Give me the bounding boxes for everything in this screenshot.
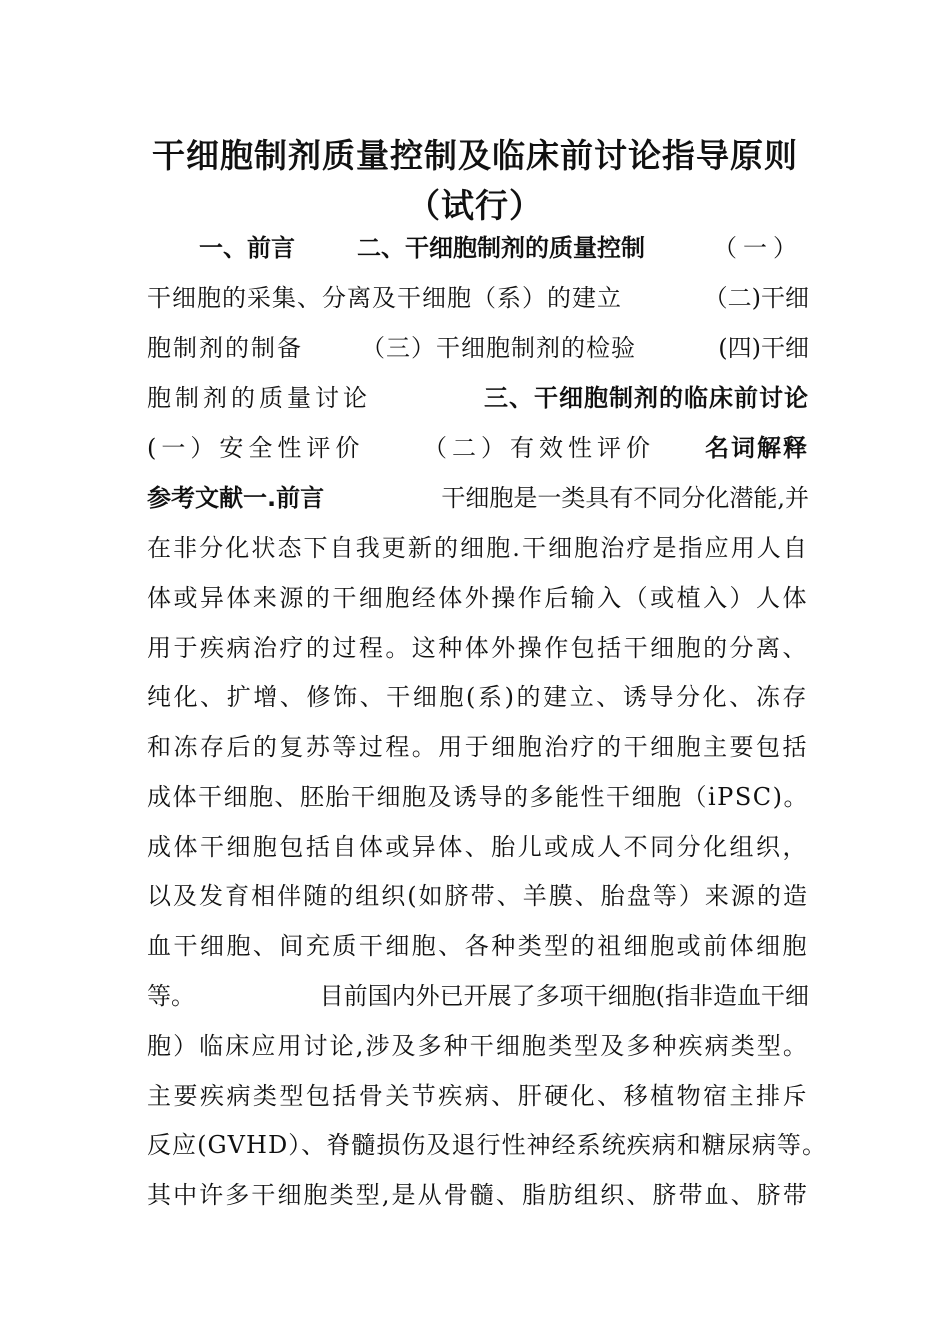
- body-line: 和冻存后的复苏等过程。用于细胞治疗的干细胞主要包括: [147, 733, 809, 761]
- toc-item: （三）干细胞制剂的检验: [361, 334, 636, 362]
- body-line: 纯化、扩增、修饰、干细胞(系)的建立、诱导分化、冻存: [147, 683, 809, 711]
- doc-title: 干细胞制剂质量控制及临床前讨论指导原则: [152, 136, 798, 175]
- toc-preface: 一、前言: [199, 234, 295, 262]
- toc-line-1: [147, 228, 809, 268]
- body-line: 主要疾病类型包括骨关节疾病、肝硬化、移植物宿主排斥: [147, 1082, 809, 1110]
- paragraph-start: 目前国内外已开展了多项干细胞(指非造血干细: [319, 982, 809, 1010]
- body-line: 体或异体来源的干细胞经体外操作后输入（或植入）人体: [147, 584, 809, 612]
- toc-item: (一）安全性评价: [147, 434, 365, 462]
- toc-line-6: [147, 478, 809, 518]
- toc-glossary: 名词解释: [705, 434, 809, 462]
- toc-item: 干细胞的采集、分离及干细胞（系）的建立: [147, 284, 622, 312]
- toc-references: 参考文献一.前言: [147, 484, 325, 512]
- body-line: 胞）临床应用讨论,涉及多种干细胞类型及多种疾病类型。: [147, 1032, 809, 1060]
- body-line: 成体干细胞包括自体或异体、胎儿或成人不同分化组织，: [147, 833, 809, 861]
- toc-item: 胞制剂的制备: [147, 334, 303, 362]
- toc-line-3: [147, 328, 809, 368]
- body-line-paragraph-2: [147, 976, 809, 1016]
- body-line: 用于疾病治疗的过程。这种体外操作包括干细胞的分离、: [147, 634, 809, 662]
- paragraph-start: 干细胞是一类具有不同分化潜能,并: [441, 484, 809, 512]
- toc-section-2: 二、干细胞制剂的质量控制: [357, 234, 645, 262]
- body-line: 在非分化状态下自我更新的细胞.干细胞治疗是指应用人自: [147, 534, 809, 562]
- paragraph-end: 等。: [147, 982, 195, 1010]
- toc-line-4: [147, 378, 809, 418]
- toc-item: （二)干细: [703, 284, 809, 312]
- toc-item: (四)干细: [718, 334, 809, 362]
- body-line: 成体干细胞、胚胎干细胞及诱导的多能性干细胞（iPSC)。: [147, 783, 809, 811]
- toc-item: 胞制剂的质量讨论: [147, 384, 371, 412]
- toc-line-2: [147, 278, 809, 318]
- body-line: 反应(GVHD）、脊髓损伤及退行性神经系统疾病和糖尿病等。: [147, 1131, 827, 1159]
- doc-title-suffix: （试行）: [407, 186, 543, 225]
- toc-item: （二）有效性评价: [423, 434, 655, 462]
- body-line: 血干细胞、间充质干细胞、各种类型的祖细胞或前体细胞: [147, 932, 809, 960]
- toc-item: （一）: [713, 234, 803, 262]
- body-line: 其中许多干细胞类型,是从骨髓、脂肪组织、脐带血、脐带: [147, 1181, 809, 1209]
- toc-line-5: [147, 428, 809, 468]
- toc-section-3: 三、干细胞制剂的临床前讨论: [484, 384, 809, 412]
- body-line: 以及发育相伴随的组织(如脐带、羊膜、胎盘等）来源的造: [147, 882, 809, 910]
